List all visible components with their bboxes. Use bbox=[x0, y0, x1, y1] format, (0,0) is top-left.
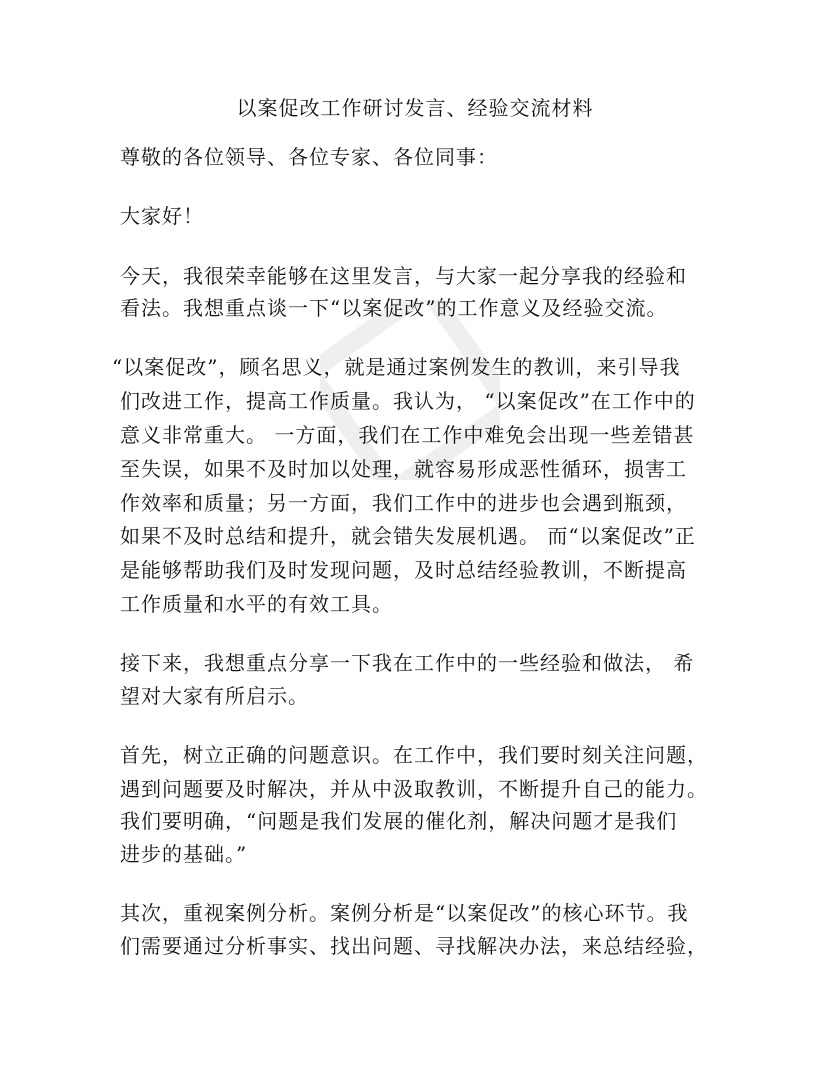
paragraph-line: 遇到问题要及时解决，并从中汲取教训，不断提升自己的能力。 bbox=[120, 777, 708, 801]
paragraph-line: 今天，我很荣幸能够在这里发言，与大家一起分享我的经验和 bbox=[120, 264, 687, 288]
salutation-line: 尊敬的各位领导、各位专家、各位同事： bbox=[120, 145, 498, 169]
paragraph-line: 望对大家有所启示。 bbox=[120, 684, 309, 708]
paragraph-line: 我们要明确，“问题是我们发展的催化剂，解决问题才是我们 bbox=[120, 809, 678, 833]
paragraph-line: 工作质量和水平的有效工具。 bbox=[120, 592, 393, 616]
paragraph-line: 至失误，如果不及时加以处理，就容易形成恶性循环，损害工 bbox=[120, 457, 687, 481]
paragraph-line: 首先，树立正确的问题意识。在工作中，我们要时刻关注问题， bbox=[120, 743, 708, 767]
document-title: 以案促改工作研讨发言、经验交流材料 bbox=[236, 96, 594, 120]
paragraph-line: 其次，重视案例分析。案例分析是“以案促改”的核心环节。我 bbox=[120, 901, 689, 925]
paragraph-line: “以案促改”，顾名思义，就是通过案例发生的教训，来引导我 bbox=[112, 355, 681, 379]
paragraph-line: 看法。我想重点谈一下“以案促改”的工作意义及经验交流。 bbox=[120, 296, 668, 320]
greeting-line: 大家好！ bbox=[120, 204, 204, 228]
paragraph-line: 们需要通过分析事实、找出问题、寻找解决办法，来总结经验， bbox=[120, 934, 708, 958]
paragraph-line: 如果不及时总结和提升，就会错失发展机遇。 而“以案促改”正 bbox=[120, 524, 696, 548]
paragraph-line: 是能够帮助我们及时发现问题，及时总结经验教训，不断提高 bbox=[120, 558, 687, 582]
paragraph-line: 接下来，我想重点分享一下我在工作中的一些经验和做法， 希 bbox=[120, 651, 695, 675]
paragraph-line: 们改进工作，提高工作质量。我认为， “以案促改”在工作中的 bbox=[120, 389, 696, 413]
paragraph-line: 意义非常重大。 一方面，我们在工作中难免会出现一些差错甚 bbox=[120, 423, 695, 447]
paragraph-line: 作效率和质量；另一方面，我们工作中的进步也会遇到瓶颈， bbox=[120, 491, 687, 515]
paragraph-line: 进步的基础。” bbox=[120, 842, 248, 866]
